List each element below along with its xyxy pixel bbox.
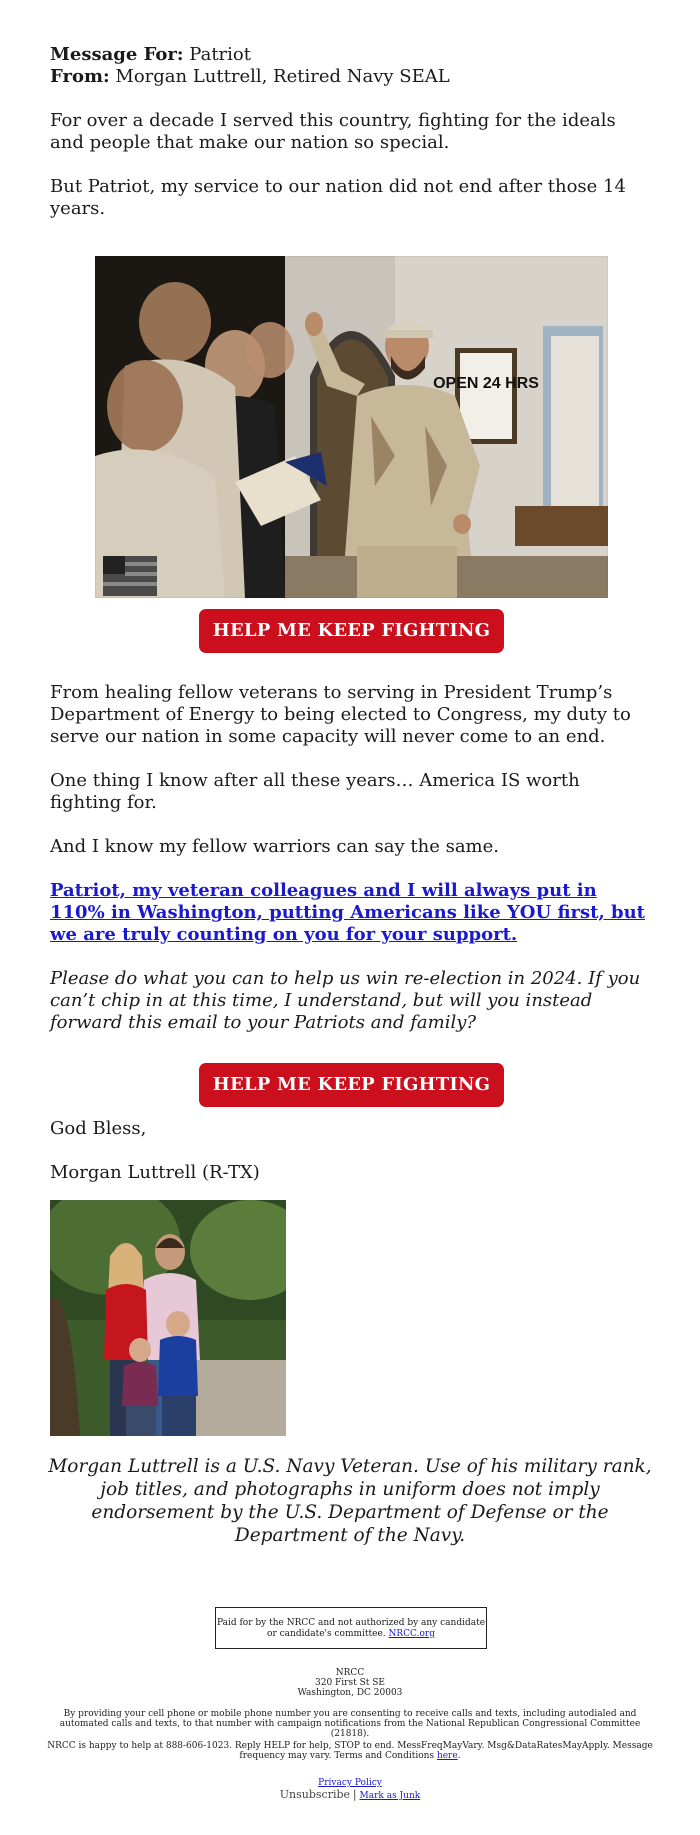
message-for-value: Patriot xyxy=(189,44,251,65)
help-me-keep-fighting-button-2[interactable]: HELP ME KEEP FIGHTING xyxy=(199,1063,504,1107)
paid-for-box xyxy=(215,1607,487,1649)
nrcc-link[interactable]: NRCC.org xyxy=(388,1629,435,1639)
privacy-policy-link[interactable]: Privacy Policy xyxy=(318,1778,382,1788)
help-text-block: NRCC is happy to help at 888-606-1023. Reply HELP for help, STOP to end. MessFreqMayVary. Msg&DataRatesMayApply. Message frequency may vary. Terms and Conditions here. xyxy=(47,1741,653,1761)
mark-as-junk-link[interactable]: Mark as Junk xyxy=(359,1791,421,1801)
military-disclaimer: Morgan Luttrell is a U.S. Navy Veteran. Use of his military rank, job titles, and photographs in uniform does not imply endorsement by the U.S. Department of Defense or the Department of the Navy. xyxy=(48,1456,652,1546)
support-link[interactable]: Patriot, my veteran colleagues and I will always put in 110% in Washington, putting Americans like YOU first, but we are truly counting on you for your support. xyxy=(50,880,645,945)
paragraph-worth-fighting: One thing I know after all these years… America IS worth fighting for. xyxy=(50,770,580,813)
help-text: NRCC is happy to help at 888-606-1023. Reply HELP for help, STOP to end. MessFreqMayVary. Msg&DataRatesMayApply. Message frequency may vary. Terms and Conditions xyxy=(47,1741,653,1761)
paragraph-service: For over a decade I served this country, fighting for the ideals and people that make our nation so special. xyxy=(50,110,616,153)
family-portrait-photo xyxy=(50,1200,286,1436)
paragraph-after-service: But Patriot, my service to our nation did not end after those 14 years. xyxy=(50,176,626,219)
message-for-label: Message For: xyxy=(50,44,184,65)
email-header xyxy=(50,44,650,88)
email-body-middle xyxy=(50,682,650,1056)
org-name: NRCC xyxy=(335,1668,365,1678)
open-sign-text: OPEN 24 HRS xyxy=(433,375,539,392)
paid-for-text: Paid for by the NRCC and not authorized by any candidate or candidate's committee. xyxy=(216,1618,486,1639)
signature-text: Morgan Luttrell (R-TX) xyxy=(50,1162,260,1183)
paragraph-fellow-warriors: And I know my fellow warriors can say the same. xyxy=(50,836,499,857)
address-line-2: Washington, DC 20003 xyxy=(297,1688,403,1698)
from-value: Morgan Luttrell, Retired Navy SEAL xyxy=(115,66,450,87)
terms-link[interactable]: here xyxy=(436,1751,458,1761)
unsubscribe-link[interactable]: Unsubscribe xyxy=(279,1788,351,1801)
sms-consent: By providing your cell phone or mobile phone number you are consenting to receive calls and texts, including autodialed and automated calls and texts, to that number with campaign notifications from the National Republican Congressional Committee (21818). xyxy=(59,1709,641,1739)
paragraph-healing-veterans: From healing fellow veterans to serving in President Trump’s Department of Energy to being elected to Congress, my duty to serve our nation in some capacity will never come to an end. xyxy=(50,682,631,747)
help-me-keep-fighting-button-1[interactable]: HELP ME KEEP FIGHTING xyxy=(199,609,504,653)
footer-links xyxy=(40,1778,660,1801)
email-closing xyxy=(50,1118,650,1206)
from-label: From: xyxy=(50,66,110,87)
paragraph-reelection-ask: Please do what you can to help us win re-election in 2024. If you can’t chip in at this time, I understand, but will you instead forward this email to your Patriots and family? xyxy=(50,968,641,1033)
footer-separator: | xyxy=(352,1788,357,1801)
address-line-1: 320 First St SE xyxy=(315,1678,385,1688)
email-body xyxy=(50,44,650,242)
footer-address xyxy=(40,1668,660,1698)
saluting-soldier-photo xyxy=(95,256,608,598)
closing-text: God Bless, xyxy=(50,1118,147,1139)
